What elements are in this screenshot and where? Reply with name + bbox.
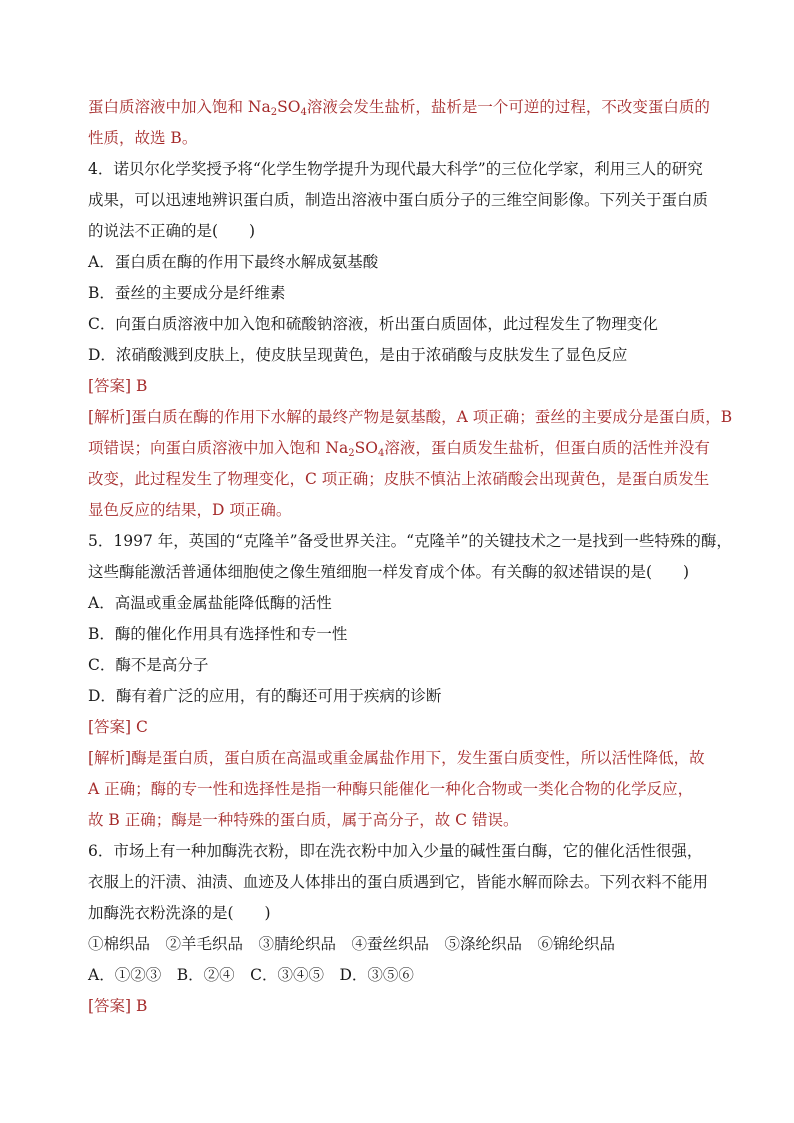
text-line: D．酶有着广泛的应用，有的酶还可用于疾病的诊断	[88, 687, 442, 705]
text-line: [解析]蛋白质在酶的作用下水解的最终产物是氨基酸，A 项正确；蚕丝的主要成分是蛋白质，B	[88, 408, 733, 426]
text-line: 这些酶能激活普通体细胞使之像生殖细胞一样发育成个体。有关酶的叙述错误的是( )	[88, 563, 690, 581]
text-line: 成果，可以迅速地辨识蛋白质，制造出溶液中蛋白质分子的三维空间影像。下列关于蛋白质	[88, 191, 709, 209]
text-line: [答案] C	[88, 718, 148, 736]
text-line: 的说法不正确的是( )	[88, 222, 256, 240]
text-line: A．蛋白质在酶的作用下最终水解成氨基酸	[88, 253, 379, 271]
text-line: ①棉织品 ②羊毛织品 ③腈纶织品 ④蚕丝织品 ⑤涤纶织品 ⑥锦纶织品	[88, 935, 616, 953]
text-line: 6．市场上有一种加酶洗衣粉，即在洗衣粉中加入少量的碱性蛋白酶，它的催化活性很强，	[88, 842, 703, 860]
text-line: 改变，此过程发生了物理变化，C 项正确；皮肤不慎沾上浓硝酸会出现黄色，是蛋白质发生	[88, 470, 710, 488]
text-line: A．高温或重金属盐能降低酶的活性	[88, 594, 332, 612]
text-line: [答案] B	[88, 997, 148, 1015]
text-line: [解析]酶是蛋白质，蛋白质在高温或重金属盐作用下，发生蛋白质变性，所以活性降低，故	[88, 749, 705, 767]
text-line: 衣服上的汗渍、油渍、血迹及人体排出的蛋白质遇到它，皆能水解而除去。下列衣料不能用	[88, 873, 709, 891]
text-line: B．酶的催化作用具有选择性和专一性	[88, 625, 348, 643]
text-line: 5．1997 年，英国的“克隆羊”备受世界关注。“克隆羊”的关键技术之一是找到一些特殊的酶，	[88, 532, 732, 550]
text-line: 显色反应的结果，D 项正确。	[88, 501, 292, 519]
text-line: 加酶洗衣粉洗涤的是( )	[88, 904, 271, 922]
text-line: 项错误；向蛋白质溶液中加入饱和 $Na_2SO_4$溶液，蛋白质发生盐析，但蛋白质的活性并没有	[88, 439, 710, 459]
text-line: D．浓硝酸溅到皮肤上，使皮肤呈现黄色，是由于浓硝酸与皮肤发生了显色反应	[88, 346, 628, 364]
text-line: 故 B 正确；酶是一种特殊的蛋白质，属于高分子，故 C 错误。	[88, 811, 519, 829]
text-line: B．蚕丝的主要成分是纤维素	[88, 284, 286, 302]
text-line: A 正确；酶的专一性和选择性是指一种酶只能催化一种化合物或一类化合物的化学反应，	[88, 780, 694, 798]
text-line: A．①②③ B．②④ C．③④⑤ D．③⑤⑥	[88, 966, 414, 984]
text-line: C．向蛋白质溶液中加入饱和硫酸钠溶液，析出蛋白质固体，此过程发生了物理变化	[88, 315, 658, 333]
document-body	[88, 92, 733, 1022]
text-line: 性质，故选 B。	[88, 129, 198, 147]
text-line: C．酶不是高分子	[88, 656, 209, 674]
text-line: [答案] B	[88, 377, 148, 395]
text-line: 4．诺贝尔化学奖授予将“化学生物学提升为现代最大科学”的三位化学家，利用三人的研究	[88, 160, 703, 178]
text-line: 蛋白质溶液中加入饱和 $Na_2SO_4$溶液会发生盐析，盐析是一个可逆的过程，不改变蛋白质的	[88, 98, 710, 118]
